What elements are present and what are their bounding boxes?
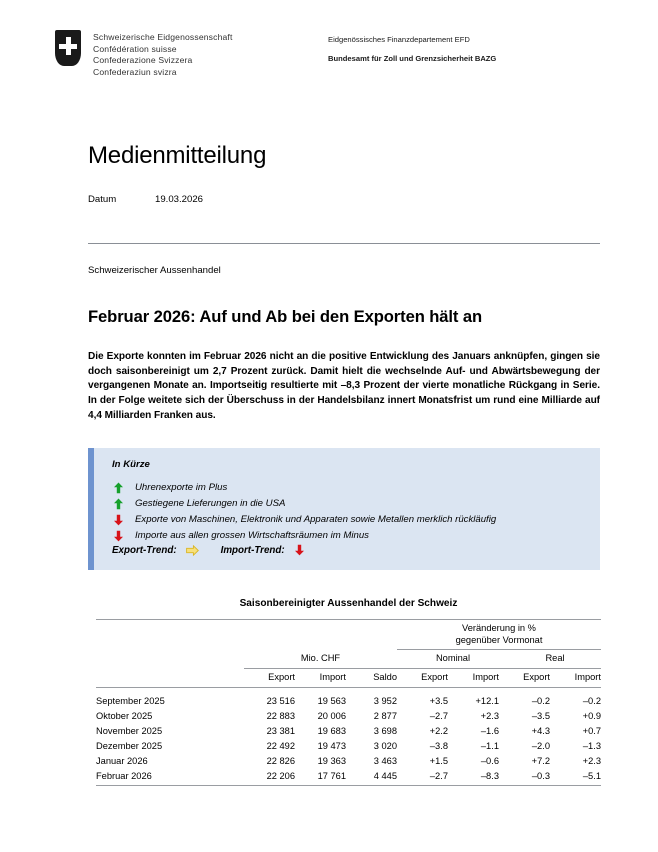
header-divider — [88, 243, 600, 244]
confederation-name-rm: Confederaziun svizra — [93, 67, 177, 78]
row-import-chf: 19 563 — [317, 696, 346, 707]
row-real-import: –0.2 — [582, 696, 601, 707]
table-caption: Saisonbereinigter Aussenhandel der Schweiz — [239, 598, 458, 609]
row-saldo: 3 952 — [373, 696, 397, 707]
row-real-export: –0.3 — [531, 771, 550, 782]
row-nominal-export: –2.7 — [429, 711, 448, 722]
row-saldo: 3 020 — [373, 741, 397, 752]
row-nominal-import: –1.6 — [480, 726, 499, 737]
row-real-import: –1.3 — [582, 741, 601, 752]
row-saldo: 3 698 — [373, 726, 397, 737]
export-trend-label: Export-Trend: — [112, 544, 177, 556]
row-real-import: +2.3 — [582, 756, 601, 767]
date-label: Datum — [88, 194, 117, 205]
summary-list — [112, 482, 592, 546]
row-period: Oktober 2025 — [96, 711, 153, 722]
row-nominal-import: –0.6 — [480, 756, 499, 767]
row-nominal-export: –3.8 — [429, 741, 448, 752]
column-header-import-chf: Import — [319, 671, 346, 682]
column-header-real-import: Import — [574, 671, 601, 682]
column-header-nominal-import: Import — [472, 671, 499, 682]
column-header-real-export: Export — [523, 671, 550, 682]
swiss-cross-shield-icon — [55, 30, 81, 66]
row-real-export: +7.2 — [531, 756, 550, 767]
row-real-import: +0.9 — [582, 711, 601, 722]
table-row — [96, 739, 601, 754]
date-row — [88, 194, 203, 205]
swiss-confederation-logo — [55, 30, 233, 79]
arrow-down-red-icon — [112, 514, 135, 526]
row-export-chf: 22 206 — [266, 771, 295, 782]
statistics-table — [96, 618, 601, 786]
row-nominal-export: +2.2 — [429, 726, 448, 737]
arrow-up-green-icon — [112, 498, 135, 510]
table-row — [96, 694, 601, 709]
table-group-header-change — [96, 620, 601, 650]
row-real-export: +4.3 — [531, 726, 550, 737]
row-period: September 2025 — [96, 696, 165, 707]
row-nominal-import: –8.3 — [480, 771, 499, 782]
nominal-group-label: Nominal — [397, 650, 499, 669]
list-item-label: Uhrenexporte im Plus — [135, 482, 228, 493]
row-saldo: 2 877 — [373, 711, 397, 722]
list-item — [112, 498, 592, 514]
row-saldo: 3 463 — [373, 756, 397, 767]
arrow-down-red-icon — [112, 530, 135, 542]
table-row — [96, 769, 601, 784]
import-trend-label: Import-Trend: — [220, 544, 285, 556]
summary-box — [88, 448, 600, 570]
table-row — [96, 724, 601, 739]
table-row — [96, 754, 601, 769]
arrow-down-red-icon — [294, 544, 305, 556]
row-saldo: 4 445 — [373, 771, 397, 782]
row-nominal-import: +12.1 — [475, 696, 499, 707]
list-item-label: Importe aus allen grossen Wirtschaftsräumen im Minus — [135, 530, 369, 541]
department-name: Eidgenössisches Finanzdepartement EFD — [328, 35, 470, 44]
row-nominal-import: +2.3 — [480, 711, 499, 722]
real-group-label: Real — [499, 650, 601, 669]
row-real-import: +0.7 — [582, 726, 601, 737]
subject-line: Schweizerischer Aussenhandel — [88, 265, 221, 276]
row-export-chf: 23 516 — [266, 696, 295, 707]
row-import-chf: 19 363 — [317, 756, 346, 767]
row-period: November 2025 — [96, 726, 163, 737]
row-nominal-import: –1.1 — [480, 741, 499, 752]
row-export-chf: 22 883 — [266, 711, 295, 722]
row-nominal-export: +1.5 — [429, 756, 448, 767]
list-item-label: Gestiegene Lieferungen in die USA — [135, 498, 286, 509]
document-header — [0, 0, 658, 105]
row-real-export: –0.2 — [531, 696, 550, 707]
row-period: Februar 2026 — [96, 771, 152, 782]
confederation-names — [93, 30, 233, 79]
list-item — [112, 514, 592, 530]
row-export-chf: 22 492 — [266, 741, 295, 752]
row-nominal-export: +3.5 — [429, 696, 448, 707]
table-group-header-units — [96, 650, 601, 669]
page-title: Medienmitteilung — [88, 142, 267, 169]
row-import-chf: 19 473 — [317, 741, 346, 752]
change-group-label: Veränderung in % — [462, 623, 536, 633]
row-period: Januar 2026 — [96, 756, 148, 767]
row-real-import: –5.1 — [582, 771, 601, 782]
list-item-label: Exporte von Maschinen, Elektronik und Apparaten sowie Metallen merklich rückläufig — [135, 514, 497, 525]
row-import-chf: 20 006 — [317, 711, 346, 722]
lead-paragraph: Die Exporte konnten im Februar 2026 nicht an die positive Entwicklung des Januars anknüpfen, gingen sie doch saisonbereinigt um 2,7 Prozent zurück. Damit hielt die wechselnde Auf- und Abwärtsbewegung der vergangenen Monate an. Importseitig resultierte mit –8,3 Prozent der vierte monatliche Rückgang in Serie. In der Folge weitete sich der Überschuss in der Handelsbilanz innert Monatsfrist um rund eine Milliarde auf 4,4 Milliarden Franken aus. — [88, 351, 600, 421]
row-real-export: –3.5 — [531, 711, 550, 722]
arrow-up-green-icon — [112, 482, 135, 494]
headline: Februar 2026: Auf und Ab bei den Exporten hält an — [88, 307, 483, 326]
change-group-sublabel: gegenüber Vormonat — [455, 634, 543, 645]
confederation-name-it: Confederazione Svizzera — [93, 55, 193, 66]
row-import-chf: 19 683 — [317, 726, 346, 737]
row-export-chf: 22 826 — [266, 756, 295, 767]
row-import-chf: 17 761 — [317, 771, 346, 782]
column-header-nominal-export: Export — [421, 671, 448, 682]
list-item — [112, 482, 592, 498]
mio-chf-group-label: Mio. CHF — [244, 650, 397, 669]
arrow-right-yellow-icon — [186, 545, 199, 556]
row-export-chf: 23 381 — [266, 726, 295, 737]
row-period: Dezember 2025 — [96, 741, 163, 752]
confederation-name-de: Schweizerische Eidgenossenschaft — [93, 32, 233, 42]
table-row — [96, 709, 601, 724]
row-nominal-export: –2.7 — [429, 771, 448, 782]
office-name: Bundesamt für Zoll und Grenzsicherheit BAZG — [328, 54, 497, 63]
department-block — [328, 34, 496, 64]
date-value: 19.03.2026 — [155, 194, 204, 205]
confederation-name-fr: Confédération suisse — [93, 43, 177, 54]
table-column-headers — [96, 668, 601, 686]
trend-row — [112, 544, 305, 556]
statistics-table-section — [96, 598, 601, 786]
column-header-saldo: Saldo — [373, 671, 397, 682]
column-header-export-chf: Export — [268, 671, 295, 682]
table-bottom-rule — [96, 784, 601, 786]
summary-box-title: In Kürze — [112, 459, 150, 470]
row-real-export: –2.0 — [531, 741, 550, 752]
